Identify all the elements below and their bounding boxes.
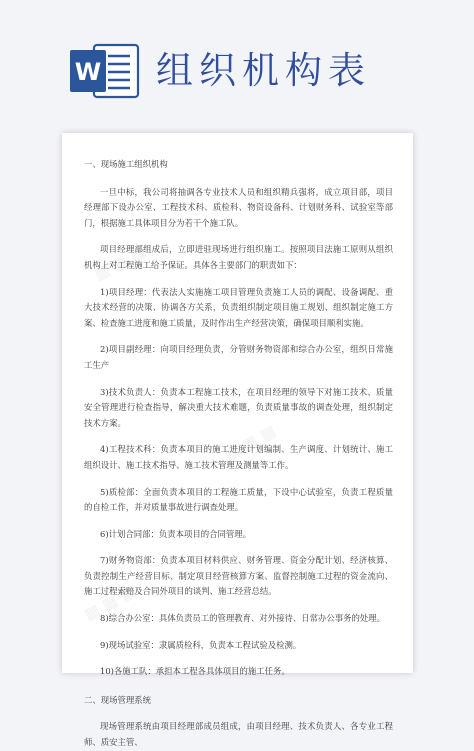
paragraph: 现场管理系统由项目经理部成员组成，由项目经理、技术负责人、各专业工程师、质安主管、	[84, 721, 393, 748]
paragraph: 一旦中标，我公司将抽调各专业技术人员和组织精兵强将，成立项目部，项目经理部下设办公室、工程技术科、质检科、物资设备科、计划财务科、试验室等部门，根据施工具体项目分为若干个施工队。	[84, 186, 393, 228]
list-item: 10)各施工队：承担本工程各具体项目的施工任务。	[100, 666, 290, 677]
list-item: 1)项目经理：代表法人实施施工项目管理负责施工人员的调配、设备调配、重大技术经营的决策、协调各方关系，负责组织制定项目施工规划、组织制定施工方案、检查施工进度和施工质量，及时作出生产经营决策，确保项目顺利实施。	[84, 286, 393, 328]
watermark: ▦ ▦ ▦	[80, 581, 139, 624]
section-heading: 二、现场管理系统	[84, 694, 151, 705]
word-icon-letter: W	[74, 58, 102, 86]
list-item: 5)质检部：全面负责本项目的工程施工质量，下设中心试验室，负责工程质量的自检工作，并对质量事故进行调查处理。	[84, 486, 393, 513]
section-heading: 一、现场施工组织机构	[84, 159, 168, 169]
list-item: 3)技术负责人：负责本工程施工技术，在项目经理的领导下对施工技术、质量安全管理进行检查指导，解决重大技术难题，负责质量事故的调查处理，组织制定技术方案。	[84, 386, 393, 428]
list-item: 8)综合办公室：具体负责员工的管理教育、对外接待、日常办公事务的处理。	[100, 613, 385, 624]
watermark: ▦ ▦ ▦	[220, 421, 279, 464]
header	[0, 0, 474, 135]
document-content	[84, 155, 393, 751]
list-item: 6)计划合同部：负责本项目的合同管理。	[100, 528, 251, 539]
paragraph: 项目经理部组成后，立即进驻现场进行组织施工。按照项目法施工原则从组织机构上对工程施工给予保证。具体各主要部门的职责如下：	[84, 244, 393, 270]
document-page	[62, 133, 413, 748]
list-item: 4)工程技术科：负责本项目的施工进度计划编制、生产调度、计划统计、施工组织设计、施工技术指导、施工技术管理及测量等工作。	[84, 444, 393, 470]
page-title: 组织机构表	[156, 49, 371, 92]
watermark: ▦ ▦ ▦	[90, 241, 149, 284]
word-document-icon	[68, 42, 142, 100]
list-item: 2)项目副经理：向项目经理负责，分管财务物资部和综合办公室，组织日常施工生产	[84, 344, 393, 370]
list-item: 9)现场试验室：隶属质检科，负责本工程试验及检测。	[100, 639, 302, 650]
list-item: 7)财务物资部：负责本项目材料供应、财务管理、资金分配计划、经济核算、负责控制生产经营目标、制定项目经营核算方案、监督控制施工过程的资金流向、施工过程索赔及合同外项目的谈判、施工经营总结。	[84, 555, 393, 597]
